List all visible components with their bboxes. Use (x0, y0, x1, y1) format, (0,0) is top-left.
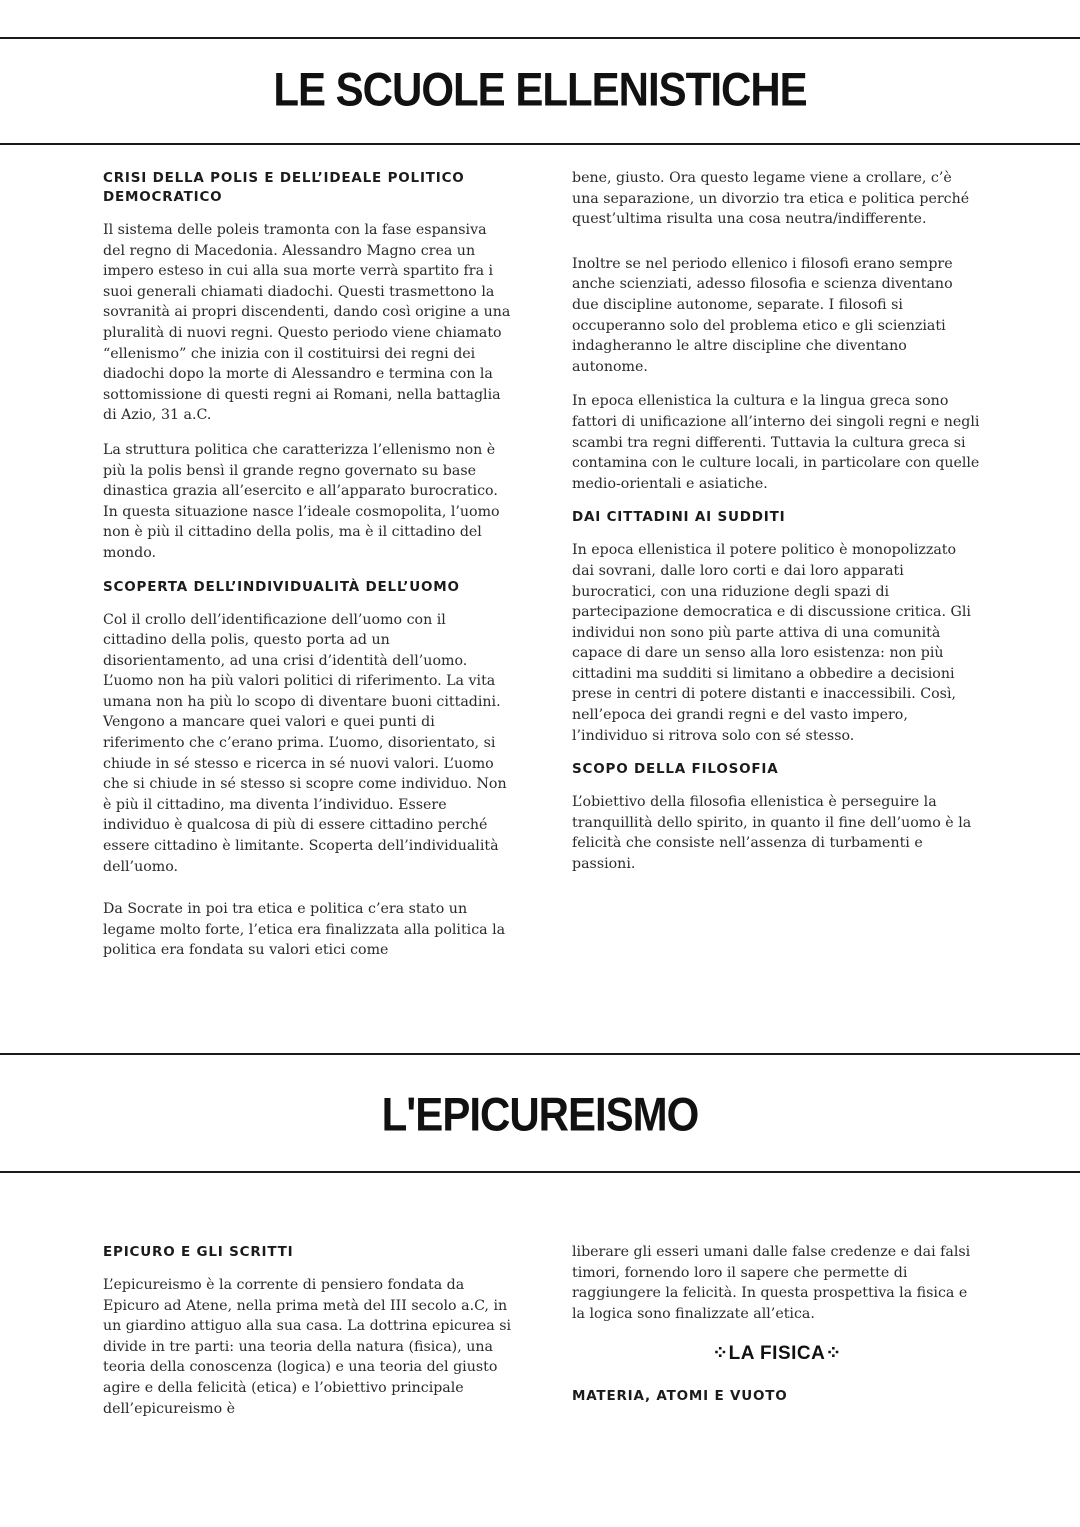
bottom-rule-1 (0, 143, 1080, 145)
heading-cittadini-sudditi: DAI CITTADINI AI SUDDITI (572, 509, 786, 526)
top-rule-2 (0, 1053, 1080, 1055)
heading-epicuro-scritti: EPICURO E GLI SCRITTI (103, 1244, 294, 1260)
bottom-rule-2 (0, 1171, 1080, 1173)
paragraph: Il sistema delle poleis tramonta con la fase espansiva del regno di Macedonia. Alessandro Magno crea un impero esteso in cui alla sua morte verrà spartito fra i suoi generali chiamati diadochi. Questi trasmettono la sovranità ai propri discendenti, dando così origine a una pluralità di nuovi regni. Questo periodo viene chiamato “ellenismo” che inizia con il costituirsi dei regni dei diadochi dopo la morte di Alessandro e termina con la sottomissione di questi regni ai Romani, nella battaglia di Azio, 31 a.C. (103, 222, 511, 424)
subsection-label-fisica: ⁘LA FISICA⁘ (712, 1343, 842, 1365)
top-rule-1 (0, 37, 1080, 39)
heading-materia-atomi: MATERIA, ATOMI E VUOTO (572, 1388, 788, 1405)
heading-crisi-polis: CRISI DELLA POLIS E DELL’IDEALE POLITICO DEMOCRATICO (103, 170, 465, 205)
section-title-epicureismo: L'EPICUREISMO (381, 1088, 699, 1141)
heading-scopo-filosofia: SCOPO DELLA FILOSOFIA (572, 761, 779, 778)
section1-left-column (103, 169, 513, 975)
section2-right-column (572, 1242, 982, 1419)
paragraph: Inoltre se nel periodo ellenico i filosofi erano sempre anche scienziati, adesso filosofia e scienza diventano due discipline autonome, separate. I filosofi si occuperanno solo del problema etico e gli scienziati indagheranno le altre discipline che diventano autonome. (572, 255, 953, 375)
paragraph: In epoca ellenistica la cultura e la lingua greca sono fattori di unificazione all’interno dei singoli regni e negli scambi tra regni differenti. Tuttavia la cultura greca si contamina con le culture locali, in particolare con quelle medio-orientali e asiatiche. (572, 393, 980, 492)
paragraph: In epoca ellenistica il potere politico è monopolizzato dai sovrani, dalle loro corti e dai loro apparati burocratici, con una riduzione degli spazi di partecipazione democratica e di discussione critica. Gli individui non sono più parte attiva di una comunità capace di dare un senso alla loro esistenza: non più cittadini ma sudditi si limitano a obbedire a decisioni prese in centri di potere distanti e inaccessibili. Così, nell’epoca dei grandi regni e del vasto impero, l’individuo si ritrova solo con sé stesso. (572, 542, 971, 744)
section-title-hellenistic: LE SCUOLE ELLENISTICHE (273, 63, 807, 116)
paragraph: L’obiettivo della filosofia ellenistica è perseguire la tranquillità dello spirito, in quanto il fine dell’uomo è la felicità che consiste nell’assenza di turbamenti e passioni. (572, 794, 972, 873)
paragraph: L’epicureismo è la corrente di pensiero fondata da Epicuro ad Atene, nella prima metà del III secolo a.C, in un giardino attiguo alla sua casa. La dottrina epicurea si divide in tre parti: una teoria della natura (fisica), una teoria della conoscenza (logica) e una teoria del giusto agire e della felicità (etica) e l’obiettivo principale dell’epicureismo è (103, 1277, 512, 1417)
paragraph: La struttura politica che caratterizza l’ellenismo non è più la polis bensì il grande regno governato su base dinastica grazia all’esercito e all’apparato burocratico. In questa situazione nasce l’ideale cosmopolita, l’uomo non è più il cittadino della polis, ma è il cittadino del mondo. (103, 441, 500, 561)
paragraph: liberare gli esseri umani dalle false credenze e dai falsi timori, fornendo loro il sapere che permette di raggiungere la felicità. In questa prospettiva la fisica e la logica sono finalizzate all’etica. (572, 1244, 971, 1322)
paragraph: bene, giusto. Ora questo legame viene a crollare, c’è una separazione, un divorzio tra etica e politica perché quest’ultima risulta una cosa neutra/indifferente. (572, 170, 970, 228)
paragraph: Da Socrate in poi tra etica e politica c’era stato un legame molto forte, l’etica era finalizzata alla politica la politica era fondata su valori etici come (103, 901, 506, 959)
heading-individualita: SCOPERTA DELL’INDIVIDUALITÀ DELL’UOMO (103, 578, 460, 595)
paragraph: Col il crollo dell’identificazione dell’uomo con il cittadino della polis, questo porta ad un disorientamento, ad una crisi d’identità dell’uomo. L’uomo non ha più valori politici di riferimento. La vita umana non ha più lo scopo di diventare buoni cittadini. Vengono a mancare quei valori e quei punti di riferimento che c’erano prima. L’uomo, disorientato, si chiude in sé stesso e ricerca in sé nuovi valori. L’uomo che si chiude in sé stesso si scopre come individuo. Non è più il cittadino, ma diventa l’individuo. Essere individuo è qualcosa di più di essere cittadino perché essere cittadino è limitante. Scoperta dell’individualità dell’uomo. (103, 611, 507, 875)
section1-right-column (572, 168, 982, 889)
section2-left-column (103, 1243, 513, 1433)
